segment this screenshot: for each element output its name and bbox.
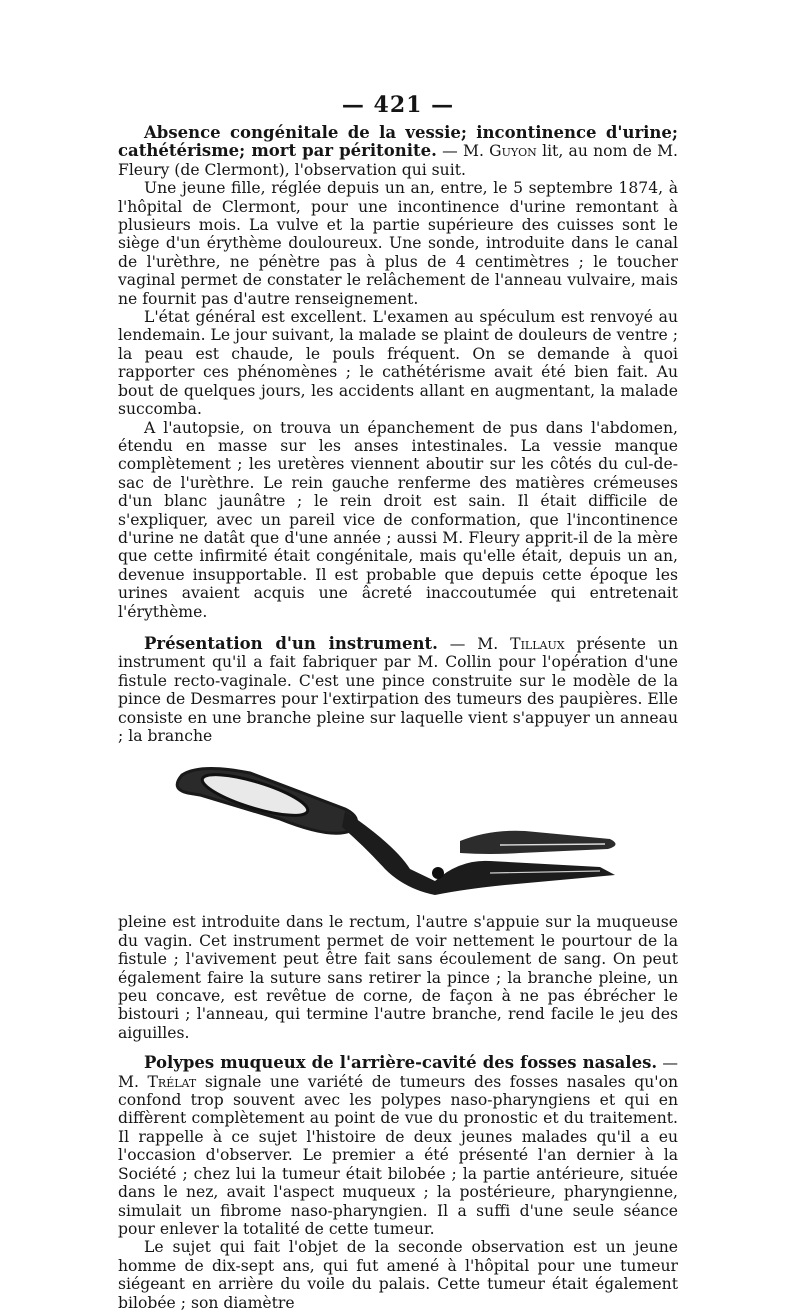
section-3-heading: Polypes muqueux de l'arrière-cavité des fosses nasales. [144, 1053, 658, 1073]
section-2-body: présente un instrument qu'il a fait fabriquer par M. Collin pour l'opération d'une fistule recto-vaginale. C'est une pince construite sur le modèle de la pince de Desmarres pour l'extirpation des tumeurs des paupières. Elle consiste en une branche pleine sur laquelle vient s'appuyer un anneau ; la branche [118, 634, 678, 745]
section-2-lead: Présentation d'un instrument. — M. Tillaux présente un instrument qu'il a fait fabriquer par M. Collin pour l'opération d'une fistule recto-vaginale. C'est une pince construite sur le modèle de la pince de Desmarres pour l'extirpation des tumeurs des paupières. Elle consiste en une branche pleine sur laquelle vient s'appuyer un anneau ; la branche [118, 633, 678, 745]
section-1-heading: Absence congénitale de la vessie; incontinence d'urine; cathétérisme; mort par péritonite. [118, 123, 678, 161]
document-page [118, 92, 678, 1312]
section-1-paragraph: Une jeune fille, réglée depuis un an, entre, le 5 septembre 1874, à l'hôpital de Clermont, pour une incontinence d'urine remontant à plusieurs mois. La vulve et la partie supérieure des cuisses sont le siège d'un érythème douloureux. Une sonde, introduite dans le canal de l'urèthre, ne pénètre pas à plus de 4 centimètres ; le toucher vaginal permet de constater le relâchement de l'anneau vulvaire, mais ne fournit pas d'autre renseignement. [118, 179, 678, 308]
section-1-author: M. Guyon [462, 142, 537, 161]
section-2-heading: Présentation d'un instrument. [144, 633, 438, 653]
section-1-body: lit, au nom de M. Fleury (de Clermont), l'observation qui suit. [118, 142, 678, 179]
section-3-author: M. Trélat [118, 1072, 197, 1091]
page-number: — 421 — [341, 92, 455, 118]
section-1-paragraph: A l'autopsie, on trouva un épanchement de pus dans l'abdomen, étendu en masse sur les anses intestinales. La vessie manque complètement ; les uretères viennent aboutir sur les côtés du cul-de-sac de l'urèthre. Le rein gauche renferme des matières crémeuses d'un blanc jaunâtre ; le rein droit est sain. Il était difficile de s'expliquer, avec un pareil vice de conformation, que l'incontinence d'urine ne datât que d'une année ; aussi M. Fleury apprit-il de la mère que cette infirmité était congénitale, mais qu'elle était, depuis un an, devenue insupportable. Il est probable que depuis cette époque les urines avaient acquis une âcreté inaccoutumée qui entretenait l'érythème. [118, 418, 678, 621]
forceps-illustration-icon [160, 749, 660, 909]
section-2-continuation: pleine est introduite dans le rectum, l'autre s'appuie sur la muqueuse du vagin. Cet instrument permet de voir nettement le pourtour de la fistule ; l'avivement peut être fait sans écoulement de sang. On peut également faire la suture sans retirer la pince ; la branche pleine, un peu concave, est revêtue de corne, de façon à ne pas ébrécher le bistouri ; l'anneau, qui termine l'autre branche, rend facile le jeu des aiguilles. [118, 913, 678, 1042]
section-3-lead: Polypes muqueux de l'arrière-cavité des fosses nasales. — M. Trélat signale une variété de tumeurs des fosses nasales qu'on confond trop souvent avec les polypes naso-pharyngiens et qui en diffèrent complètement au point de vue du pronostic et du traitement. Il rappelle à ce sujet l'histoire de deux jeunes malades qu'il a eu l'occasion d'observer. Le premier a été présenté l'an dernier à la Société ; chez lui la tumeur était bilobée ; la partie antérieure, située dans le nez, avait l'aspect muqueux ; la postérieure, pharyngienne, simulait un fibrome naso-pharyngien. Il a suffi d'une seule séance pour enlever la totalité de cette tumeur. [118, 1053, 679, 1238]
section-1-paragraph: L'état général est excellent. L'examen au spéculum est renvoyé au lendemain. Le jour suivant, la malade se plaint de douleurs de ventre ; la peau est chaude, le pouls fréquent. On se demande à quoi rapporter ces phénomènes ; le cathétérisme avait été bien fait. Au bout de quelques jours, les accidents allant en augmentant, la malade succomba. [118, 308, 678, 419]
section-1-lead: Absence congénitale de la vessie; incontinence d'urine; cathétérisme; mort par péritonite. — M. Guyon lit, au nom de M. Fleury (de Clermont), l'observation qui suit. [118, 123, 678, 179]
section-3-body: signale une variété de tumeurs des fosses nasales qu'on confond trop souvent avec les polypes naso-pharyngiens et qui en diffèrent complètement au point de vue du pronostic et du traitement. Il rappelle à ce sujet l'histoire de deux jeunes malades qu'il a eu l'occasion d'observer. Le premier a été présenté l'an dernier à la Société ; chez lui la tumeur était bilobée ; la partie antérieure, située dans le nez, avait l'aspect muqueux ; la postérieure, pharyngienne, simulait un fibrome naso-pharyngien. Il a suffi d'une seule séance pour enlever la totalité de cette tumeur. [118, 1072, 679, 1238]
section-3-paragraph: Le sujet qui fait l'objet de la seconde observation est un jeune homme de dix-sept ans, qui fut amené à l'hôpital pour une tumeur siégeant en arrière du voile du palais. Cette tumeur était également bilobée ; son diamètre [118, 1238, 678, 1312]
forceps-figure [118, 749, 678, 909]
section-2-author: M. Tillaux [477, 634, 565, 653]
